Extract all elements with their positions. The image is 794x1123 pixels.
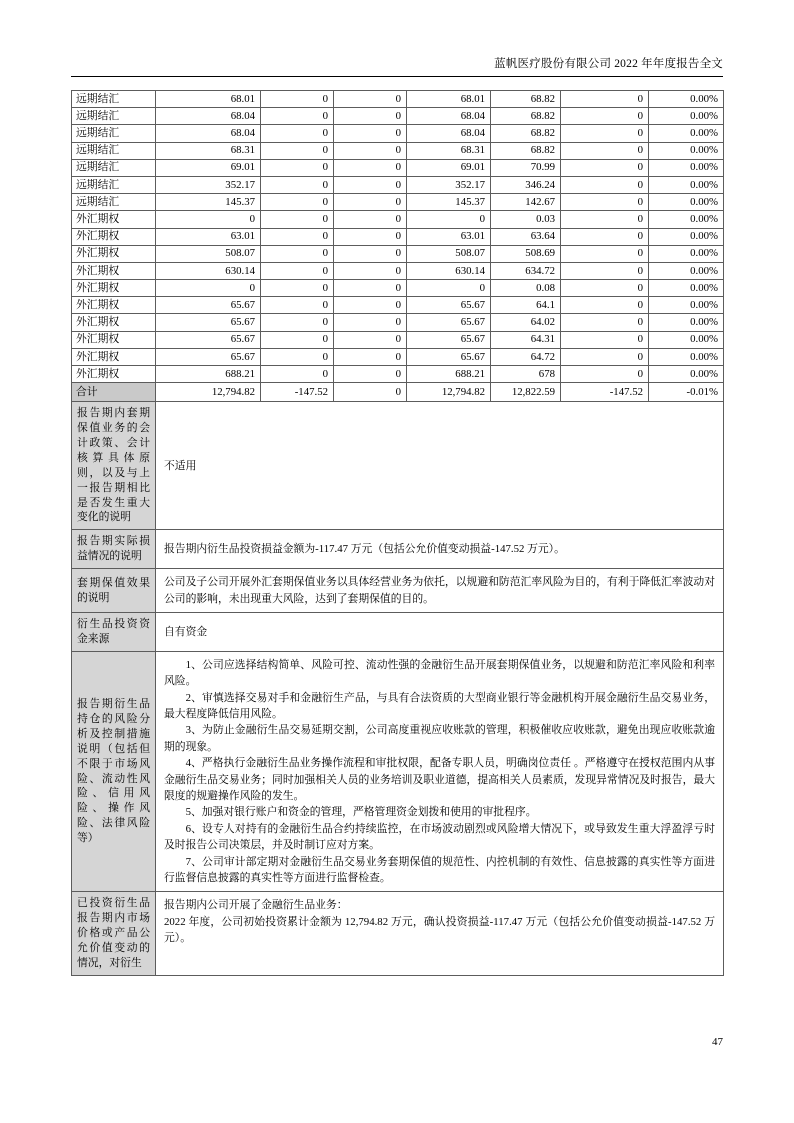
table-total-row [72,383,724,402]
row-purchase-amount: 68.04 [407,125,491,142]
market-price-change-row [72,892,724,975]
row-sale-amount: 64.31 [491,331,561,348]
row-purchase-amount: 508.07 [407,245,491,262]
row-accumulated: 0 [334,245,407,262]
row-sale-amount: 68.82 [491,142,561,159]
row-category: 外汇期权 [72,348,156,365]
row-ending-amount: 0 [561,91,649,108]
row-fair-value-change: 0 [261,176,334,193]
row-purchase-amount: 65.67 [407,314,491,331]
row-accumulated: 0 [334,142,407,159]
row-sale-amount: 142.67 [491,194,561,211]
risk-analysis-item: 2、审慎选择交易对手和金融衍生产品，与具有合法资质的大型商业银行等金融机构开展金融衍生品交易业务，最大程度降低信用风险。 [164,691,715,720]
row-sale-amount: 508.69 [491,245,561,262]
row-purchase-amount: 69.01 [407,159,491,176]
row-category: 远期结汇 [72,159,156,176]
row-purchase-amount: 65.67 [407,348,491,365]
row-accumulated: 0 [334,262,407,279]
row-category: 远期结汇 [72,91,156,108]
row-initial-amount: 508.07 [156,245,261,262]
row-fair-value-change: 0 [261,159,334,176]
risk-analysis-label: 报告期衍生品持仓的风险分析及控制措施说明（包括但不限于市场风险、流动性风险、信用风险、操作风险、法律风险等） [72,651,156,892]
hedging-effect-label: 套期保值效果的说明 [72,569,156,613]
row-sale-amount: 678 [491,366,561,383]
row-initial-amount: 0 [156,211,261,228]
table-row [72,280,724,297]
market-price-change-line-1: 报告期内公司开展了金融衍生品业务： [164,899,348,912]
row-purchase-amount: 65.67 [407,331,491,348]
row-ending-amount: 0 [561,211,649,228]
row-category: 外汇期权 [72,228,156,245]
row-accumulated: 0 [334,176,407,193]
table-row [72,108,724,125]
row-category: 远期结汇 [72,108,156,125]
risk-analysis-item: 6、设专人对持有的金融衍生品合约持续监控，在市场波动剧烈或风险增大情况下，或导致发生重大浮盈浮亏时及时报告公司决策层，并及时制订应对方案。 [164,822,715,852]
table-row [72,91,724,108]
row-ending-amount: 0 [561,262,649,279]
row-ending-amount: 0 [561,314,649,331]
row-initial-amount: 68.31 [156,142,261,159]
row-initial-amount: 65.67 [156,314,261,331]
risk-analysis-row [72,651,724,892]
row-category: 外汇期权 [72,280,156,297]
row-purchase-amount: 68.01 [407,91,491,108]
accounting-policy-label: 报告期内套期保值业务的会计政策、会计核算具体原则，以及与上一报告期相比是否发生重大变化的说明 [72,402,156,530]
row-initial-amount: 145.37 [156,194,261,211]
row-accumulated: 0 [334,125,407,142]
row-purchase-amount: 63.01 [407,228,491,245]
table-row [72,211,724,228]
page-number: 47 [712,1036,723,1048]
total-purchase-amount: 12,794.82 [407,383,491,402]
hedging-effect-content: 公司及子公司开展外汇套期保值业务以具体经营业务为依托，以规避和防范汇率风险为目的，有利于降低汇率波动对公司的影响，未出现重大风险，达到了套期保值的目的。 [156,569,724,613]
table-row [72,348,724,365]
row-fair-value-change: 0 [261,228,334,245]
row-initial-amount: 68.01 [156,91,261,108]
table-row [72,331,724,348]
market-price-change-label: 已投资衍生品报告期内市场价格或产品公允价值变动的情况，对衍生 [72,892,156,975]
row-sale-amount: 68.82 [491,125,561,142]
row-category: 外汇期权 [72,245,156,262]
row-initial-amount: 65.67 [156,297,261,314]
row-purchase-amount: 630.14 [407,262,491,279]
row-category: 远期结汇 [72,142,156,159]
row-category: 外汇期权 [72,297,156,314]
row-ending-amount: 0 [561,245,649,262]
row-ending-amount: 0 [561,228,649,245]
row-fair-value-change: 0 [261,366,334,383]
table-row [72,262,724,279]
row-purchase-amount: 0 [407,280,491,297]
row-fair-value-change: 0 [261,314,334,331]
row-fair-value-change: 0 [261,262,334,279]
row-accumulated: 0 [334,228,407,245]
row-initial-amount: 63.01 [156,228,261,245]
total-sale-amount: 12,822.59 [491,383,561,402]
row-initial-amount: 0 [156,280,261,297]
row-ratio: 0.00% [649,91,724,108]
row-fair-value-change: 0 [261,280,334,297]
row-fair-value-change: 0 [261,245,334,262]
row-sale-amount: 68.82 [491,91,561,108]
row-ratio: 0.00% [649,280,724,297]
table-row [72,142,724,159]
row-ending-amount: 0 [561,297,649,314]
row-sale-amount: 64.02 [491,314,561,331]
actual-profit-loss-content: 报告期内衍生品投资损益金额为-117.47 万元（包括公允价值变动损益-147.52 万元）。 [156,530,724,569]
derivatives-table-body [72,91,724,976]
row-ratio: 0.00% [649,108,724,125]
actual-profit-loss-row [72,530,724,569]
total-fair-value-change: -147.52 [261,383,334,402]
row-ending-amount: 0 [561,194,649,211]
risk-analysis-item: 3、为防止金融衍生品交易延期交割，公司高度重视应收账款的管理，积极催收应收账款，避免出现应收账款逾期的现象。 [164,724,715,753]
funding-source-label: 衍生品投资资金来源 [72,612,156,651]
row-accumulated: 0 [334,108,407,125]
row-ending-amount: 0 [561,108,649,125]
row-ending-amount: 0 [561,142,649,159]
row-ratio: 0.00% [649,159,724,176]
row-ratio: 0.00% [649,245,724,262]
row-initial-amount: 68.04 [156,125,261,142]
row-initial-amount: 688.21 [156,366,261,383]
row-ending-amount: 0 [561,280,649,297]
row-purchase-amount: 68.04 [407,108,491,125]
row-category: 外汇期权 [72,314,156,331]
header-divider [71,76,723,77]
row-accumulated: 0 [334,211,407,228]
row-purchase-amount: 688.21 [407,366,491,383]
table-row [72,228,724,245]
risk-analysis-item: 7、公司审计部定期对金融衍生品交易业务套期保值的规范性、内控机制的有效性、信息披露的真实性等方面进行监督信息披露的真实性等方面进行监督检查。 [164,855,715,884]
row-purchase-amount: 0 [407,211,491,228]
row-ratio: 0.00% [649,142,724,159]
funding-source-content: 自有资金 [156,612,724,651]
row-category: 远期结汇 [72,194,156,211]
row-purchase-amount: 68.31 [407,142,491,159]
derivatives-investment-table [71,90,724,976]
table-row [72,314,724,331]
table-row [72,366,724,383]
row-purchase-amount: 145.37 [407,194,491,211]
table-row [72,297,724,314]
row-category: 远期结汇 [72,176,156,193]
row-initial-amount: 630.14 [156,262,261,279]
risk-analysis-item: 1、公司应选择结构简单、风险可控、流动性强的金融衍生品开展套期保值业务，以规避和防范汇率风险和利率风险。 [164,658,715,688]
row-sale-amount: 0.08 [491,280,561,297]
total-label: 合计 [72,383,156,402]
table-row [72,245,724,262]
row-ratio: 0.00% [649,125,724,142]
row-ratio: 0.00% [649,211,724,228]
row-category: 外汇期权 [72,262,156,279]
market-price-change-line-2: 2022 年度，公司初始投资累计金额为 12,794.82 万元，确认投资损益-117.47 万元（包括公允价值变动损益-147.52 万元）。 [164,915,715,945]
row-ratio: 0.00% [649,331,724,348]
total-ratio: -0.01% [649,383,724,402]
row-fair-value-change: 0 [261,194,334,211]
hedging-effect-row [72,569,724,613]
row-accumulated: 0 [334,280,407,297]
row-fair-value-change: 0 [261,125,334,142]
row-sale-amount: 64.72 [491,348,561,365]
actual-profit-loss-label: 报告期实际损益情况的说明 [72,530,156,569]
row-initial-amount: 69.01 [156,159,261,176]
table-row [72,125,724,142]
row-accumulated: 0 [334,314,407,331]
accounting-policy-row [72,402,724,530]
table-row [72,159,724,176]
risk-analysis-item: 5、加强对银行账户和资金的管理，严格管理资金划拨和使用的审批程序。 [185,806,537,819]
funding-source-row [72,612,724,651]
row-category: 远期结汇 [72,125,156,142]
row-sale-amount: 63.64 [491,228,561,245]
row-ratio: 0.00% [649,194,724,211]
running-header: 蓝帆医疗股份有限公司 2022 年年度报告全文 [494,58,723,70]
row-purchase-amount: 65.67 [407,297,491,314]
row-accumulated: 0 [334,366,407,383]
row-initial-amount: 68.04 [156,108,261,125]
row-fair-value-change: 0 [261,211,334,228]
row-ending-amount: 0 [561,176,649,193]
row-accumulated: 0 [334,348,407,365]
row-sale-amount: 70.99 [491,159,561,176]
risk-analysis-item: 4、严格执行金融衍生品业务操作流程和审批权限，配备专职人员，明确岗位责任 。严格遵守在授权范围内从事金融衍生品交易业务；同时加强相关人员的业务培训及职业道德，提高相关人员素质，发现异常情况及时报告，最大限度的规避操作风险的发生。 [164,757,715,802]
row-ending-amount: 0 [561,125,649,142]
row-fair-value-change: 0 [261,331,334,348]
row-sale-amount: 64.1 [491,297,561,314]
row-ending-amount: 0 [561,348,649,365]
row-ending-amount: 0 [561,331,649,348]
row-ratio: 0.00% [649,366,724,383]
row-category: 外汇期权 [72,331,156,348]
total-accumulated: 0 [334,383,407,402]
row-accumulated: 0 [334,297,407,314]
row-fair-value-change: 0 [261,142,334,159]
market-price-change-content [156,892,724,975]
row-fair-value-change: 0 [261,297,334,314]
row-sale-amount: 68.82 [491,108,561,125]
row-ratio: 0.00% [649,228,724,245]
row-ratio: 0.00% [649,297,724,314]
row-fair-value-change: 0 [261,348,334,365]
row-sale-amount: 0.03 [491,211,561,228]
row-sale-amount: 634.72 [491,262,561,279]
row-accumulated: 0 [334,194,407,211]
row-ratio: 0.00% [649,348,724,365]
row-fair-value-change: 0 [261,91,334,108]
row-ending-amount: 0 [561,366,649,383]
row-category: 外汇期权 [72,366,156,383]
row-sale-amount: 346.24 [491,176,561,193]
row-accumulated: 0 [334,91,407,108]
row-ending-amount: 0 [561,159,649,176]
row-purchase-amount: 352.17 [407,176,491,193]
row-accumulated: 0 [334,159,407,176]
row-initial-amount: 65.67 [156,331,261,348]
row-category: 外汇期权 [72,211,156,228]
row-ratio: 0.00% [649,262,724,279]
row-ratio: 0.00% [649,176,724,193]
total-initial-amount: 12,794.82 [156,383,261,402]
row-accumulated: 0 [334,331,407,348]
risk-analysis-content [156,651,724,892]
row-initial-amount: 65.67 [156,348,261,365]
row-fair-value-change: 0 [261,108,334,125]
table-row [72,176,724,193]
table-row [72,194,724,211]
total-ending-amount: -147.52 [561,383,649,402]
row-initial-amount: 352.17 [156,176,261,193]
accounting-policy-content: 不适用 [156,402,724,530]
row-ratio: 0.00% [649,314,724,331]
